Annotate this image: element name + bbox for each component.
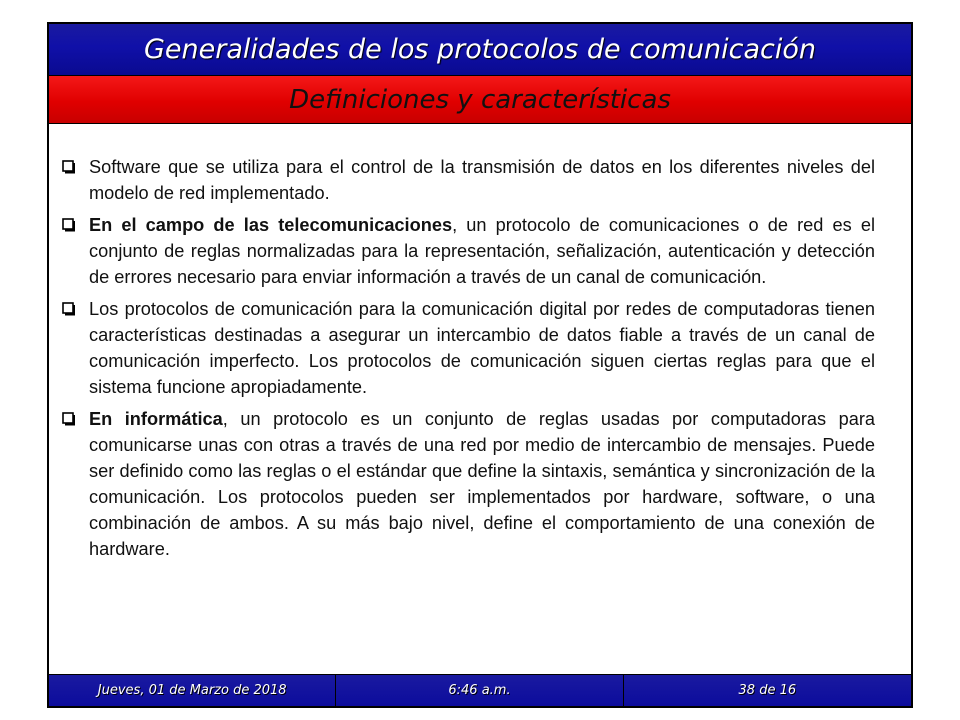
- slide-footer: [49, 674, 911, 706]
- bullet-item: [49, 154, 875, 206]
- bullet-lead: En el campo de las telecomunicaciones: [89, 215, 453, 235]
- bullet-lead: En informática: [89, 409, 223, 429]
- slide-subtitle: Definiciones y características: [49, 76, 911, 124]
- hollow-square-bullet-icon: [62, 412, 76, 426]
- bullet-item: [49, 212, 875, 290]
- bullet-list: [49, 124, 911, 562]
- bullet-item: [49, 296, 875, 400]
- footer-page-number: 38 de 16: [738, 683, 797, 698]
- slide: [47, 22, 913, 708]
- bullet-item: [49, 406, 875, 562]
- bullet-text: , un protocolo de comunicaciones o de red es el conjunto de reglas normalizadas para la representación, señalización, autenticación y detección de errores necesario para enviar información a través de un canal de comunicación.: [89, 215, 875, 287]
- footer-date: Jueves, 01 de Marzo de 2018: [49, 675, 336, 706]
- footer-time: 6:46 a.m.: [336, 675, 623, 706]
- bullet-text: Los protocolos de comunicación para la comunicación digital por redes de computadoras tienen características destinadas a asegurar un intercambio de datos fiable a través de un canal de comunicación imperfecto. Los protocolos de comunicación siguen ciertas reglas para que el sistema funcione apropiadamente.: [89, 299, 875, 397]
- slide-content: [49, 124, 911, 676]
- bullet-text: , un protocolo es un conjunto de reglas usadas por computadoras para comunicarse unas con otras a través de una red por medio de intercambio de mensajes. Puede ser definido como las reglas o el estándar que define la sintaxis, semántica y sincronización de la comunicación. Los protocolos pueden ser implementados por hardware, software, o una combinación de ambos. A su más bajo nivel, define el comportamiento de una conexión de hardware.: [89, 409, 875, 559]
- hollow-square-bullet-icon: [62, 218, 76, 232]
- hollow-square-bullet-icon: [62, 160, 76, 174]
- bullet-text: Software que se utiliza para el control de la transmisión de datos en los diferentes niveles del modelo de red implementado.: [89, 157, 875, 203]
- hollow-square-bullet-icon: [62, 302, 76, 316]
- slide-title: Generalidades de los protocolos de comunicación: [49, 24, 911, 76]
